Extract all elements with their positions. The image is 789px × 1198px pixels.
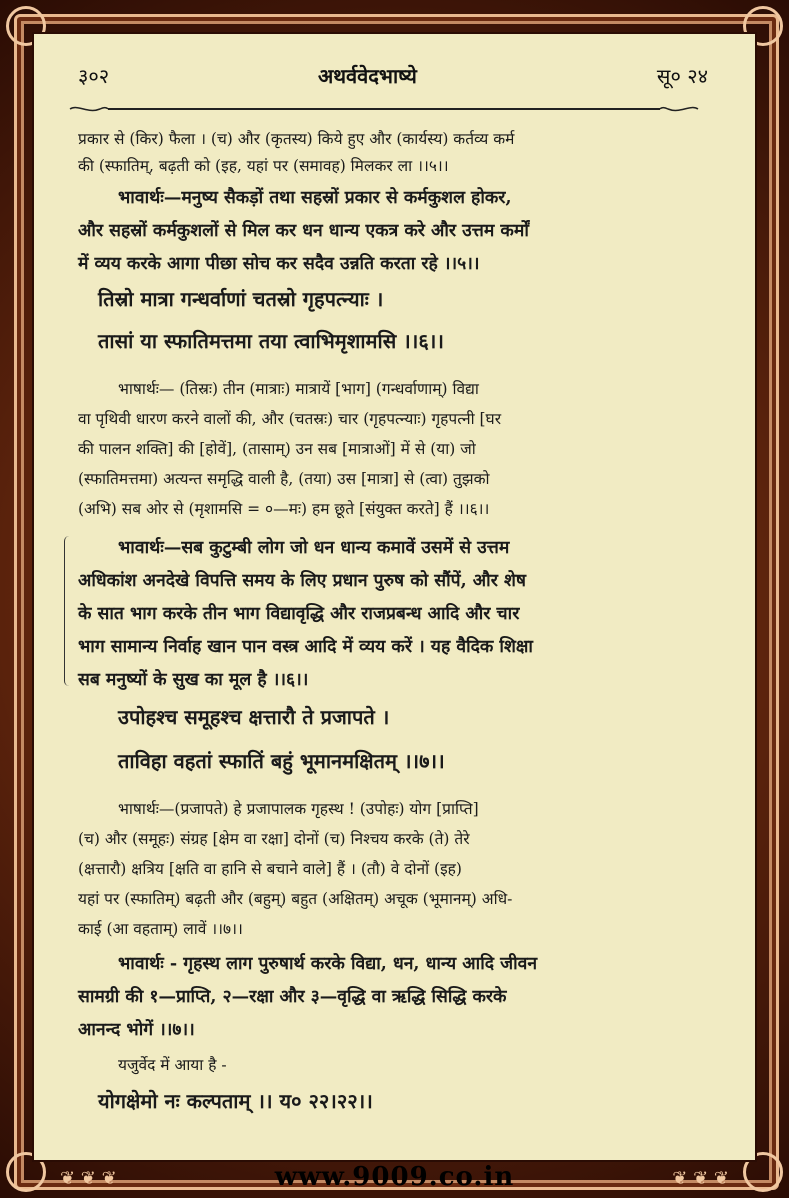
text-line: यहां पर (स्फातिम्) बढ़ती और (बहुम्) बहुत (अक्षितम्) अचूक (भूमानम्) अधि- (78, 890, 513, 908)
mantra-line: ताविहा वहतां स्फातिं बहुं भूमानमक्षितम् ।।७।। (118, 749, 445, 773)
mantra-line: उपोहश्च समूहश्च क्षत्तारौ ते प्रजापते । (118, 705, 390, 729)
mantra-line: तासां या स्फातिमत्तमा तया त्वाभिमृशामसि ।।६।। (98, 329, 444, 353)
text-line: (च) और (समूहः) संग्रह [क्षेम वा रक्षा] दोनों (च) निश्चय करके (ते) तेरे (78, 830, 470, 848)
text-line: (स्फातिमत्तमा) अत्यन्त समृद्धि वाली है, (तया) उस [मात्रा] से (त्वा) तुझको (78, 470, 490, 488)
text-line: और सहस्रों कर्मकुशलों से मिल कर धन धान्य एकत्र करे और उत्तम कर्मों (78, 221, 529, 241)
swirl-ornament-icon: ❦ ❦ ❦ (60, 1168, 117, 1189)
text-line: भावार्थः - गृहस्थ लाग पुरुषार्थ करके विद्या, धन, धान्य आदि जीवन (118, 954, 538, 974)
book-title: अथर्ववेदभाष्ये (318, 64, 417, 88)
handwritten-bracket-mark (64, 536, 69, 686)
mantra-line: योगक्षेमो नः कल्पताम् ।। य० २२।२२।। (98, 1089, 373, 1113)
text-line: भावार्थः—मनुष्य सैकड़ों तथा सहस्रों प्रकार से कर्मकुशल होकर, (118, 188, 512, 208)
text-line: आनन्द भोगें ।।७।। (78, 1020, 195, 1040)
text-line: प्रकार से (किर) फैला । (च) और (कृतस्य) किये हुए और (कार्यस्य) कर्तव्य कर्म (78, 130, 515, 148)
text-line: के सात भाग करके तीन भाग विद्यावृद्धि और राजप्रबन्ध आदि और चार (78, 604, 520, 624)
footer (0, 1162, 789, 1198)
header-ornamental-rule (68, 104, 700, 114)
text-line: अधिकांश अनदेखे विपत्ति समय के लिए प्रधान पुरुष को सौंपें, और शेष (78, 571, 526, 591)
text-line: सब मनुष्यों के सुख का मूल है ।।६।। (78, 670, 309, 690)
text-line: (अभि) सब ओर से (मृशामसि = ०—मः) हम छूते [संयुक्त करते] हैं ।।६।। (78, 500, 490, 518)
page-number: ३०२ (78, 64, 110, 88)
text-line: की पालन शक्ति] की [होवें], (तासाम्) उन सब [मात्राओं] में से (या) जो (78, 440, 476, 458)
website-link[interactable]: www.9009.co.in (274, 1162, 515, 1192)
text-line: भाषार्थः—(प्रजापते) हे प्रजापालक गृहस्थ ! (उपोहः) योग [प्राप्ति] (118, 800, 479, 818)
text-line: में व्यय करके आगा पीछा सोच कर सदैव उन्नति करता रहे ।।५।। (78, 254, 480, 274)
text-line: वा पृथिवी धारण करने वालों की, और (चतस्रः) चार (गृहपत्न्याः) गृहपत्नी [घर (78, 410, 502, 428)
text-line: (क्षत्तारौ) क्षत्रिय [क्षति वा हानि से बचाने वाले] हैं । (तौ) वे दोनों (इह) (78, 860, 462, 878)
text-line: यजुर्वेद में आया है - (118, 1056, 227, 1074)
text-line: की (स्फातिम्, बढ़ती को (इह, यहां पर (समावह) मिलकर ला ।।५।। (78, 157, 449, 175)
swirl-ornament-icon: ❦ ❦ ❦ (672, 1168, 729, 1189)
text-line: काई (आ वहताम्) लावें ।।७।। (78, 920, 243, 938)
page-header (78, 62, 708, 102)
sukta-number: सू० २४ (656, 64, 708, 88)
text-line: भाग सामान्य निर्वाह खान पान वस्त्र आदि में व्यय करें । यह वैदिक शिक्षा (78, 637, 533, 657)
mantra-line: तिस्रो मात्रा गन्धर्वाणां चतस्रो गृहपत्न्याः । (98, 287, 384, 311)
page-paper (34, 34, 755, 1160)
text-line: भावार्थः—सब कुटुम्बी लोग जो धन धान्य कमावें उसमें से उत्तम (118, 538, 510, 558)
text-line: सामग्री की १—प्राप्ति, २—रक्षा और ३—वृद्धि वा ऋद्धि सिद्धि करके (78, 987, 507, 1007)
text-line: भाषार्थः— (तिस्रः) तीन (मात्राः) मात्रायें [भाग] (गन्धर्वाणाम्) विद्या (118, 380, 479, 398)
